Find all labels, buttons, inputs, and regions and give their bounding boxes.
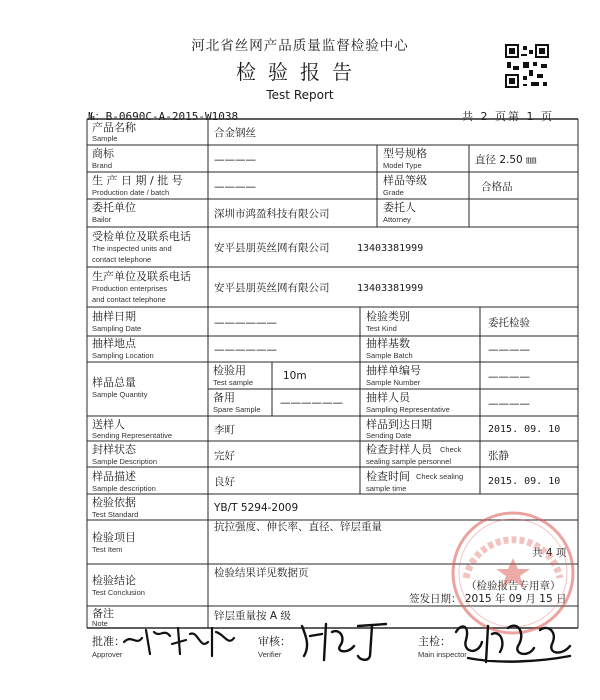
sending-date-value: 2015. 09. 10	[488, 424, 561, 435]
conclusion-value: 检验结果详见数据页	[214, 567, 309, 579]
note-value: 锌层重量按 A 级	[214, 610, 291, 622]
test-item-count: 共 4 项	[532, 547, 567, 559]
brand-label: 商标	[92, 147, 114, 160]
conclusion-label: 检验结论	[92, 574, 136, 587]
qr-code-icon	[505, 44, 549, 88]
attorney-label-en: Attorney	[383, 215, 411, 224]
sending-rep-label-en: Sending Representative	[92, 431, 173, 440]
test-sample-label: 检验用	[213, 364, 246, 377]
spare-sample-value: ——————	[280, 397, 343, 409]
sample-quantity-label: 样品总量	[92, 376, 136, 389]
report-number: №：B-0690C-A-2015-W1038	[88, 110, 239, 123]
brand-label-en: Brand	[92, 161, 113, 170]
sample-batch-value: ————	[488, 344, 530, 356]
bailor-label-en: Bailor	[92, 215, 112, 224]
sample-quantity-label-en: Sample Quantity	[92, 390, 148, 399]
note-label-en: Note	[92, 619, 108, 628]
note-label: 备注	[92, 607, 114, 620]
seal-state-label-en: Sample Description	[92, 457, 158, 466]
sampling-rep-label: 抽样人员	[366, 391, 410, 404]
product-name-value: 合金钢丝	[214, 127, 256, 139]
production-label-en: Production date / batch	[92, 188, 170, 197]
producer-phone: 13403381999	[357, 283, 424, 294]
standard-label: 检验依据	[92, 496, 136, 509]
verifier-signature	[296, 616, 406, 664]
sample-batch-label: 抽样基数	[366, 337, 410, 350]
stamp-label: （检验报告专用章）	[466, 580, 561, 592]
sampling-location-label: 抽样地点	[92, 337, 136, 350]
spare-sample-label: 备用	[213, 391, 235, 404]
producer-label: 生产单位及联系电话	[92, 270, 191, 283]
standard-label-en: Test Standard	[92, 510, 139, 519]
seal-state-value: 完好	[214, 450, 235, 462]
sampling-rep-label-en: Sampling Representative	[366, 405, 450, 414]
spare-sample-label-en: Spare Sample	[213, 405, 261, 414]
sampling-rep-value: ————	[488, 398, 530, 410]
check-time-label-en: sample time	[366, 484, 407, 493]
sample-number-label: 抽样单编号	[366, 364, 421, 377]
check-person-label-en: sealing sample personnel	[366, 457, 452, 466]
check-person-label: 检查封样人员	[366, 443, 432, 456]
description-label: 样品描述	[92, 470, 136, 483]
sending-date-label: 样品到达日期	[366, 418, 432, 431]
model-value: 直径 2.50 ㎜	[475, 154, 537, 166]
description-label-en: Sample description	[92, 484, 156, 493]
sending-rep-label: 送样人	[92, 418, 125, 431]
grade-label-en: Grade	[383, 188, 404, 197]
check-time-label: 检查时间	[366, 470, 410, 483]
check-time-label-en-inline: Check sealing	[416, 472, 464, 481]
check-time-value: 2015. 09. 10	[488, 476, 561, 487]
producer-value: 安平县朋英丝网有限公司	[214, 282, 330, 294]
check-person-label-en-inline: Check	[440, 445, 462, 454]
inspected-label-en1: The inspected units and	[92, 244, 172, 253]
inspector-label-en: Main inspector	[418, 650, 467, 659]
report-subtitle: Test Report	[266, 88, 334, 102]
bailor-label: 委托单位	[92, 201, 136, 214]
inspector-label: 主检：	[418, 635, 451, 648]
sampling-date-value: ——————	[214, 317, 277, 329]
inspected-value: 安平县朋英丝网有限公司	[214, 242, 330, 254]
sample-number-label-en: Sample Number	[366, 378, 421, 387]
product-name-label-en: Sample	[92, 134, 118, 143]
page-count: 共 2 页第 1 页	[462, 110, 554, 123]
org-name: 河北省丝网产品质量监督检验中心	[191, 38, 409, 54]
grade-value: 合格品	[481, 181, 513, 193]
sending-date-label-en: Sending Date	[366, 431, 412, 440]
report-title: 检验报告	[236, 60, 364, 84]
verifier-label: 审核：	[258, 635, 291, 648]
inspected-label-en2: contact telephone	[92, 255, 152, 264]
bailor-value: 深圳市鸿盈科技有限公司	[214, 208, 330, 220]
test-kind-label: 检验类别	[366, 310, 410, 323]
test-item-label-en: Test Item	[92, 545, 123, 554]
producer-label-en1: Production enterprises	[92, 284, 168, 293]
sampling-location-label-en: Sampling Location	[92, 351, 154, 360]
sample-batch-label-en: Sample Batch	[366, 351, 413, 360]
sample-number-value: ————	[488, 371, 530, 383]
seal-state-label: 封样状态	[92, 443, 136, 456]
approver-label-en: Approver	[92, 650, 123, 659]
sampling-date-label-en: Sampling Date	[92, 324, 142, 333]
product-name-label: 产品名称	[92, 121, 136, 134]
production-value: ————	[214, 181, 256, 193]
producer-label-en2: and contact telephone	[92, 295, 166, 304]
conclusion-label-en: Test Conclusion	[92, 588, 145, 597]
model-label-en: Model Type	[383, 161, 422, 170]
approver-label: 批准：	[92, 635, 125, 648]
sampling-location-value: ——————	[214, 344, 277, 356]
test-kind-label-en: Test Kind	[366, 324, 397, 333]
model-label: 型号规格	[383, 147, 427, 160]
sampling-date-label: 抽样日期	[92, 310, 136, 323]
inspected-phone: 13403381999	[357, 243, 424, 254]
test-item-value: 抗拉强度、伸长率、直径、锌层重量	[214, 521, 382, 533]
approver-signature	[120, 620, 240, 660]
production-label: 生 产 日 期 / 批 号	[92, 174, 183, 187]
standard-value: YB/T 5294-2009	[214, 502, 299, 514]
attorney-label: 委托人	[383, 201, 416, 214]
verifier-label-en: Verifier	[258, 650, 282, 659]
brand-value: ————	[214, 154, 256, 166]
test-sample-value: 10m	[283, 370, 307, 382]
issue-date: 签发日期： 2015 年 09 月 15 日	[409, 593, 567, 605]
grade-label: 样品等级	[383, 174, 427, 187]
inspector-signature	[448, 612, 576, 668]
check-person-value: 张静	[488, 450, 509, 462]
test-kind-value: 委托检验	[488, 317, 530, 329]
test-sample-label-en: Test sample	[213, 378, 254, 387]
inspected-label: 受检单位及联系电话	[92, 230, 191, 243]
test-item-label: 检验项目	[92, 531, 136, 544]
sending-rep-value: 李町	[214, 424, 235, 436]
description-value: 良好	[214, 476, 235, 488]
